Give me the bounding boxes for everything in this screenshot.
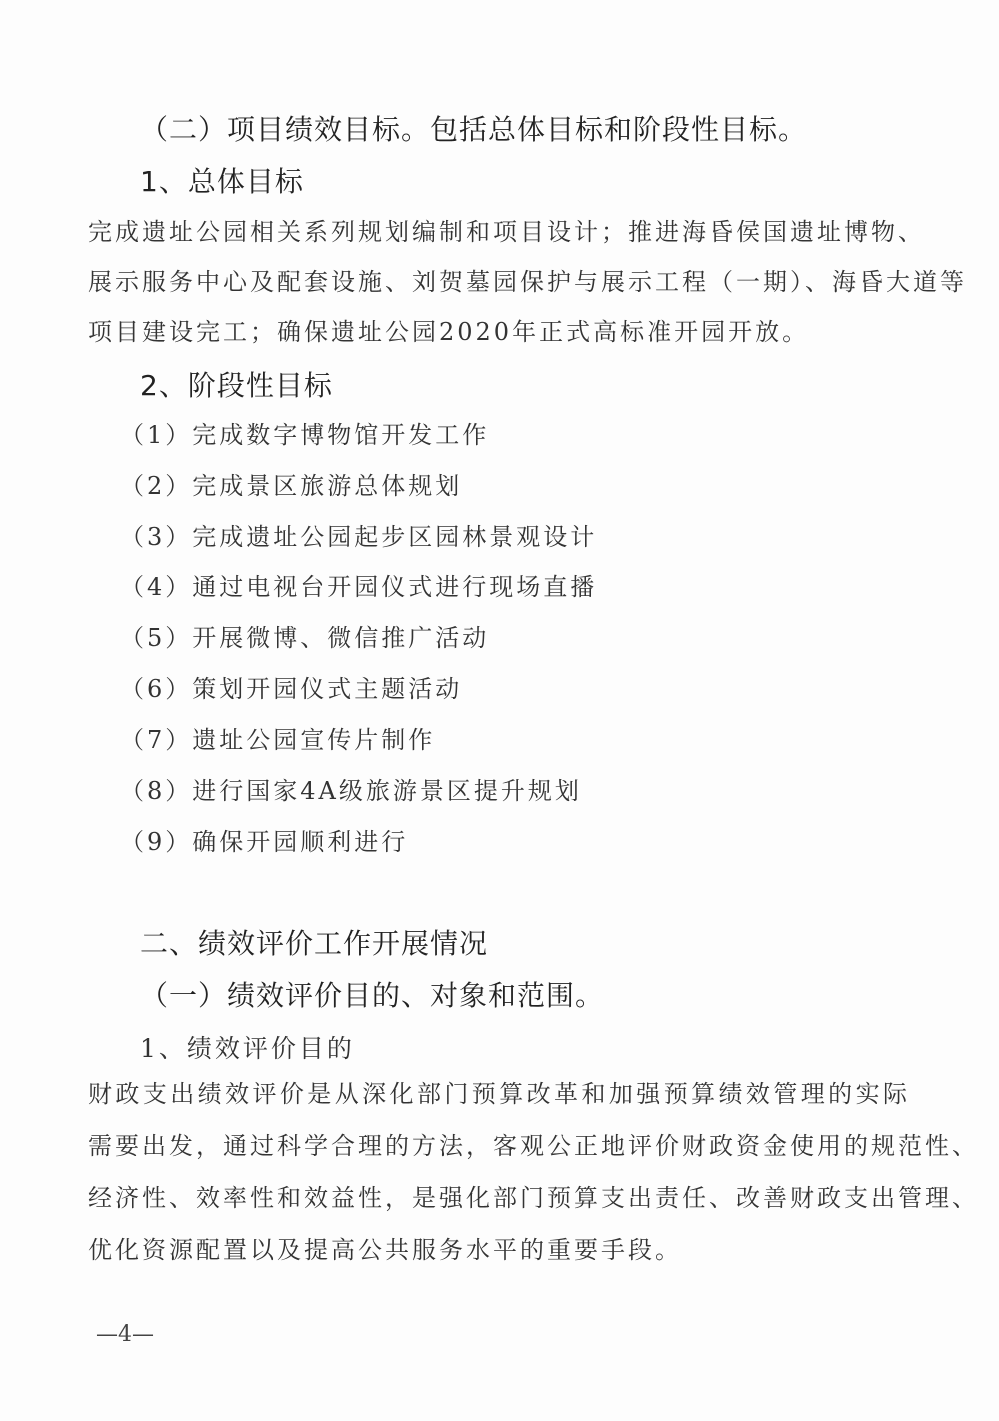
purpose-para-line-4: 优化资源配置以及提高公共服务水平的重要手段。: [88, 1236, 682, 1264]
stage-goal-item: （1）完成数字博物馆开发工作: [120, 421, 490, 449]
stage-goal-item: （6）策划开园仪式主题活动: [120, 675, 463, 703]
purpose-para-line-2: 需要出发，通过科学合理的方法，客观公正地评价财政资金使用的规范性、: [88, 1132, 979, 1160]
overall-goal-heading: 1、总体目标: [140, 165, 304, 198]
stage-goal-item: （4）通过电视台开园仪式进行现场直播: [120, 573, 598, 601]
purpose-para-line-3: 经济性、效率性和效益性，是强化部门预算支出责任、改善财政支出管理、: [88, 1184, 979, 1212]
part-two-heading: 二、绩效评价工作开展情况: [140, 927, 489, 960]
stage-goal-item: （2）完成景区旅游总体规划: [120, 472, 463, 500]
purpose-heading: 1、绩效评价目的: [140, 1034, 355, 1063]
overall-goal-para-line-3: 项目建设完工；确保遗址公园2020年正式高标准开园开放。: [88, 318, 810, 346]
stage-goal-item: （7）遗址公园宣传片制作: [120, 726, 436, 754]
stage-goal-item: （9）确保开园顺利进行: [120, 828, 409, 856]
stage-goal-item: （5）开展微博、微信推广活动: [120, 624, 490, 652]
overall-goal-para-line-2: 展示服务中心及配套设施、刘贺墓园保护与展示工程（一期）、海昏大道等: [88, 268, 967, 296]
part-two-subheading: （一）绩效评价目的、对象和范围。: [140, 979, 605, 1012]
stage-goal-item: （8）进行国家4A级旅游景区提升规划: [120, 777, 582, 805]
section-heading-performance-goals: （二）项目绩效目标。包括总体目标和阶段性目标。: [140, 113, 808, 146]
stage-goal-heading: 2、阶段性目标: [140, 369, 333, 402]
page-number: —4—: [96, 1322, 154, 1347]
purpose-para-line-1: 财政支出绩效评价是从深化部门预算改革和加强预算绩效管理的实际: [88, 1080, 910, 1108]
overall-goal-para-line-1: 完成遗址公园相关系列规划编制和项目设计；推进海昏侯国遗址博物、: [88, 218, 925, 246]
stage-goal-item: （3）完成遗址公园起步区园林景观设计: [120, 523, 598, 551]
